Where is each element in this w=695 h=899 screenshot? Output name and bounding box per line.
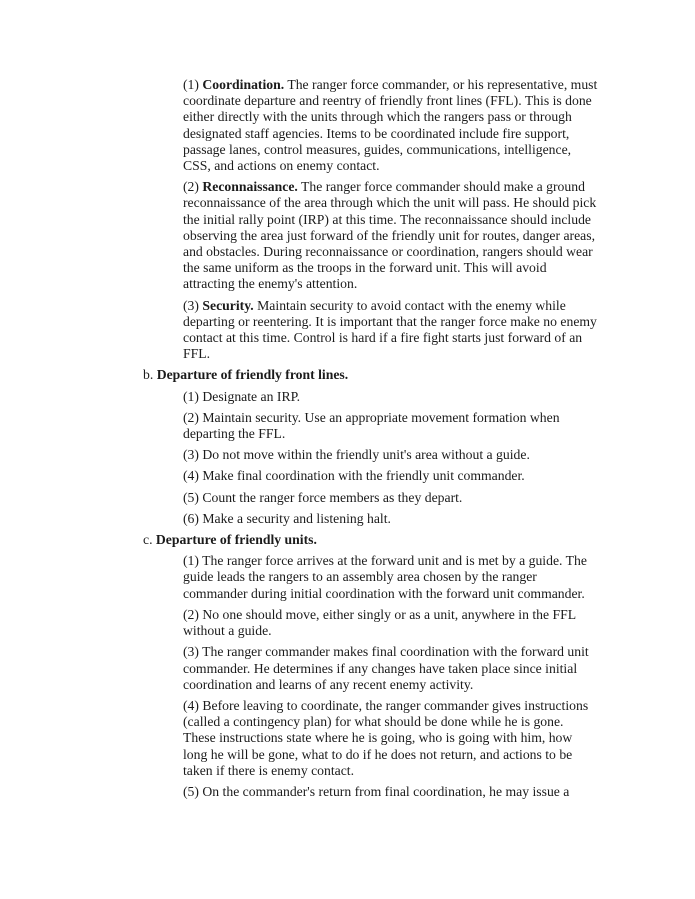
- item-number: (3): [183, 297, 199, 313]
- item-text: The ranger force commander should make a ground reconnaissance of the area through which the unit will pass. He should pick the initial rally point (IRP) at this time. The reconnaissance should include observing the area just forward of the friendly unit for routes, danger areas, and obstacles. During reconnaissance or coordination, rangers should wear the same uniform as the troops in the forward unit. This will avoid attracting the enemy's attention.: [183, 179, 597, 292]
- list-item-b2: [183, 410, 598, 442]
- item-text: Before leaving to coordinate, the ranger commander gives instructions (called a contingency plan) for what should be done while he is gone. These instructions state where he is going, who is going with him, how long he will be gone, what to do if he does not return, and actions to be taken if there is enemy contact.: [183, 697, 589, 778]
- item-text: No one should move, either singly or as a unit, anywhere in the FFL without a guide.: [183, 606, 576, 639]
- list-item-c5: [183, 784, 598, 800]
- section-heading-c: [143, 532, 599, 548]
- item-number: (2): [183, 179, 199, 195]
- list-item-b1: [183, 389, 598, 405]
- list-item-c1: [183, 553, 598, 602]
- item-lead: Security.: [202, 297, 254, 313]
- document-content: [143, 77, 599, 805]
- heading-title: Departure of friendly units.: [155, 532, 317, 548]
- list-item-a3: [183, 298, 598, 363]
- item-number: (5): [183, 489, 199, 505]
- list-item-b5: [183, 490, 598, 506]
- item-text: Designate an IRP.: [202, 388, 301, 404]
- item-text: On the commander's return from final coordination, he may issue a: [202, 783, 570, 799]
- list-item-a2: [183, 179, 598, 292]
- item-number: (1): [183, 553, 199, 569]
- item-number: (1): [183, 77, 199, 92]
- item-number: (2): [183, 606, 199, 622]
- item-lead: Reconnaissance.: [202, 179, 298, 195]
- item-number: (5): [183, 783, 199, 799]
- section-heading-b: [143, 367, 599, 383]
- list-item-b3: [183, 447, 598, 463]
- item-text: Count the ranger force members as they depart.: [202, 489, 463, 505]
- item-text: Maintain security. Use an appropriate movement formation when departing the FFL.: [183, 409, 560, 442]
- item-lead: Coordination.: [202, 77, 285, 92]
- item-number: (3): [183, 644, 199, 660]
- item-text: Do not move within the friendly unit's area without a guide.: [202, 447, 530, 463]
- list-item-c2: [183, 607, 598, 639]
- item-number: (2): [183, 409, 199, 425]
- heading-label: b.: [143, 367, 154, 383]
- list-item-c3: [183, 644, 598, 693]
- list-item-a1: [183, 77, 598, 174]
- heading-title: Departure of friendly front lines.: [156, 367, 349, 383]
- item-text: Maintain security to avoid contact with the enemy while departing or reentering. It is important that the ranger force make no enemy contact at this time. Control is hard if a fire fight starts just forward of an FFL.: [183, 297, 597, 362]
- list-item-b6: [183, 511, 598, 527]
- item-number: (3): [183, 447, 199, 463]
- item-text: The ranger force arrives at the forward unit and is met by a guide. The guide leads the rangers to an assembly area chosen by the ranger commander during initial coordination with the forward unit commander.: [183, 553, 587, 601]
- item-number: (4): [183, 697, 199, 713]
- list-item-b4: [183, 468, 598, 484]
- heading-label: c.: [143, 532, 153, 548]
- list-item-c4: [183, 698, 598, 779]
- item-text: The ranger force commander, or his representative, must coordinate departure and reentry of friendly front lines (FFL). This is done either directly with the units through which the rangers pass or through designated staff agencies. Items to be coordinated include fire support, passage lanes, control measures, guides, communications, intelligence, CSS, and actions on enemy contact.: [183, 77, 598, 174]
- item-text: Make final coordination with the friendly unit commander.: [202, 468, 525, 484]
- item-number: (1): [183, 388, 199, 404]
- item-number: (6): [183, 510, 199, 526]
- item-number: (4): [183, 468, 199, 484]
- item-text: Make a security and listening halt.: [202, 510, 391, 526]
- item-text: The ranger commander makes final coordination with the forward unit commander. He determines if any changes have taken place since initial coordination and learns of any recent enemy activity.: [183, 644, 589, 692]
